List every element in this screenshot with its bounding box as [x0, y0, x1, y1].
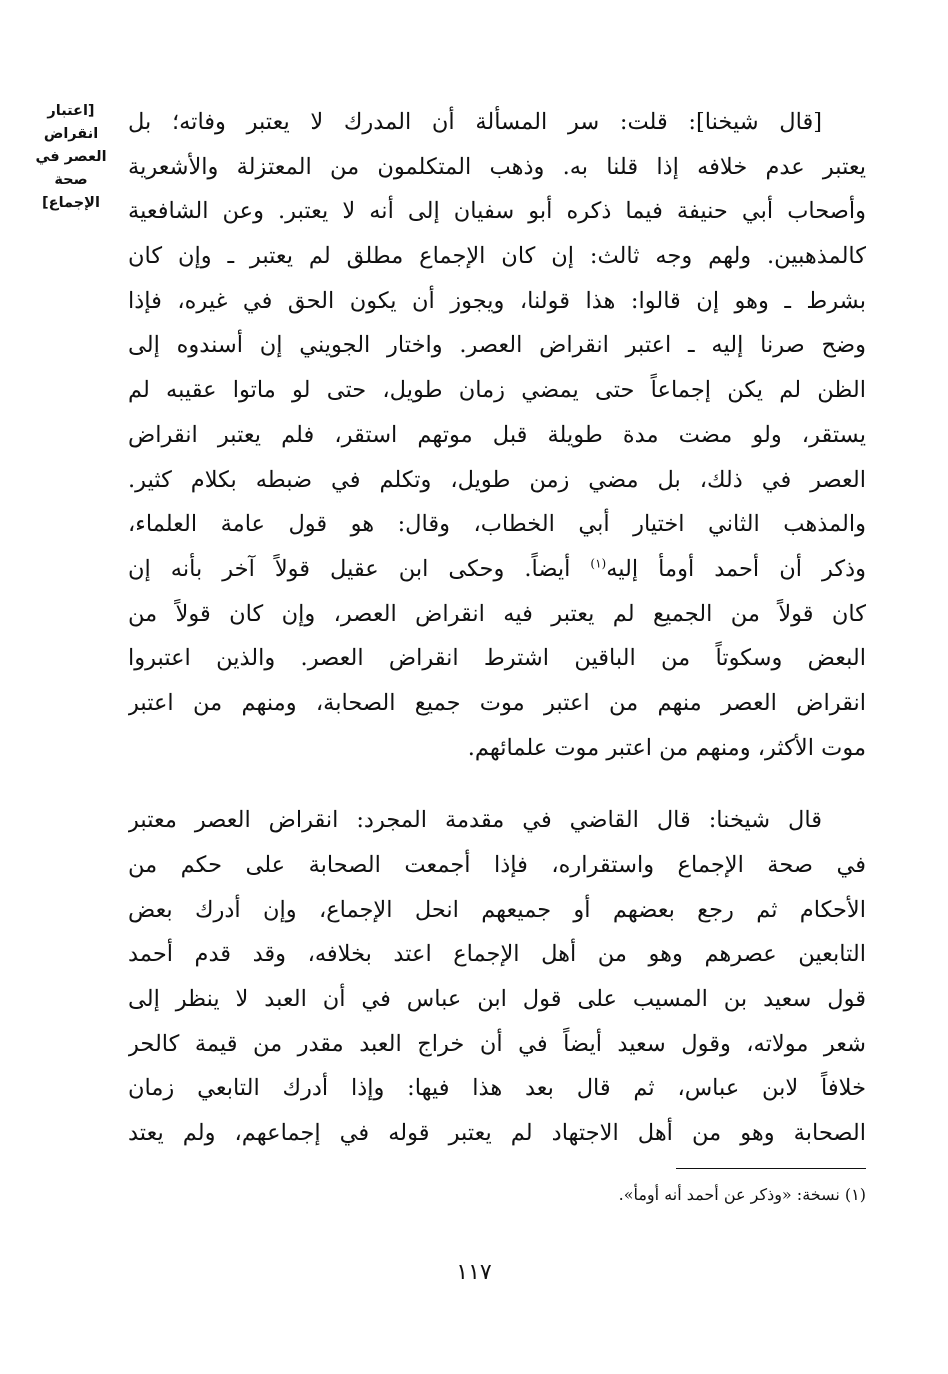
text-segment: وذكر أن أحمد أومأ إليه — [606, 555, 866, 582]
text-line: التابعين عصرهم وهو من أهل الإجماع اعتد بخلافه، وقد قدم أحمد — [128, 941, 866, 968]
text-line: [قال شيخنا]: قلت: سر المسألة أن المدرك لا يعتبر وفاته؛ بل — [128, 109, 822, 135]
margin-heading-line: انقراض — [43, 126, 99, 142]
text-line: موت الأكثر، ومنهم من اعتبر موت علمائهم. — [467, 734, 866, 761]
footnote-marker: (١) — [590, 556, 607, 571]
text-line: في صحة الإجماع واستقراره، فإذا أجمعت الصحابة على حكم من — [128, 852, 866, 878]
text-line-with-footnote — [128, 547, 866, 592]
text-line: بشرط ـ وهو إن قالوا: هذا قولنا، ويجوز أن يكون الحق في غيره، فإذا — [128, 287, 866, 314]
text-line: يعتبر عدم خلافه إذا قلنا به. وذهب المتكلمون من المعتزلة والأشعرية — [128, 153, 866, 180]
footnote: (١) نسخة: «وذكر عن أحمد أنه أومأ». — [618, 1185, 866, 1204]
text-line: يستقر، ولو مضت مدة طويلة قبل موتهم استقر، فلم يعتبر انقراض — [128, 421, 866, 448]
margin-heading-line: [اعتبار — [47, 103, 95, 119]
margin-heading-line: صحة — [54, 172, 88, 188]
text-segment: أيضاً. وحكى ابن عقيل قولاً آخر بأنه إن — [128, 555, 571, 582]
paragraph-gap — [128, 770, 866, 798]
text-line: شعر مولاته، وقول سعيد أيضاً في أن خراج العبد مقدر من قيمة كالحر — [128, 1030, 866, 1057]
text-line: خلافاً لابن عباس، ثم قال بعد هذا فيها: وإذا أدرك التابعي زمان — [128, 1075, 866, 1102]
main-text — [128, 100, 866, 1156]
text-line: الصحابة وهو من أهل الاجتهاد لم يعتبر قوله في إجماعهم، ولم يعتد — [128, 1120, 866, 1147]
text-line: الأحكام ثم رجع بعضهم أو جميعهم انحل الإجماع، وإن أدرك بعض — [128, 896, 866, 923]
text-line: قول سعيد بن المسيب على قول ابن عباس في أن العبد لا ينظر إلى — [128, 986, 866, 1013]
text-line: وأصحاب أبي حنيفة فيما ذكره أبو سفيان إلى أنه لا يعتبر. وعن الشافعية — [128, 198, 866, 225]
paragraph-2 — [128, 798, 866, 1156]
margin-heading — [18, 100, 124, 215]
paragraph-1 — [128, 100, 866, 770]
text-line: انقراض العصر منهم من اعتبر موت جميع الصحابة، ومنهم من اعتبر — [128, 689, 866, 716]
text-line: وضح صرنا إليه ـ اعتبر انقراض العصر. واختار الجويني إن أسندوه إلى — [128, 332, 866, 359]
text-line: كالمذهبين. ولهم وجه ثالث: إن كان الإجماع مطلق لم يعتبر ـ وإن كان — [128, 243, 866, 270]
text-line: الظن لم يكن إجماعاً حتى يمضي زمان طويل، حتى لو ماتوا عقيبه لم — [128, 377, 866, 404]
text-line: قال شيخنا: قال القاضي في مقدمة المجرد: انقراض العصر معتبر — [128, 807, 822, 834]
margin-heading-line: الإجماع] — [42, 195, 100, 211]
text-line: البعض وسكوتاً من الباقين اشترط انقراض العصر. والذين اعتبروا — [128, 645, 866, 672]
text-line: كان قولاً من الجميع لم يعتبر فيه انقراض العصر، وإن كان قولاً من — [128, 600, 866, 627]
footnote-divider — [676, 1168, 866, 1169]
margin-heading-line: العصر في — [35, 149, 107, 165]
text-line: والمذهب الثاني اختيار أبي الخطاب، وقال: هو قول عامة العلماء، — [128, 511, 866, 538]
text-line: العصر في ذلك، بل مضي زمن طويل، وتكلم في ضبطه بكلام كثير. — [128, 466, 866, 493]
page-number: ١١٧ — [456, 1260, 492, 1285]
